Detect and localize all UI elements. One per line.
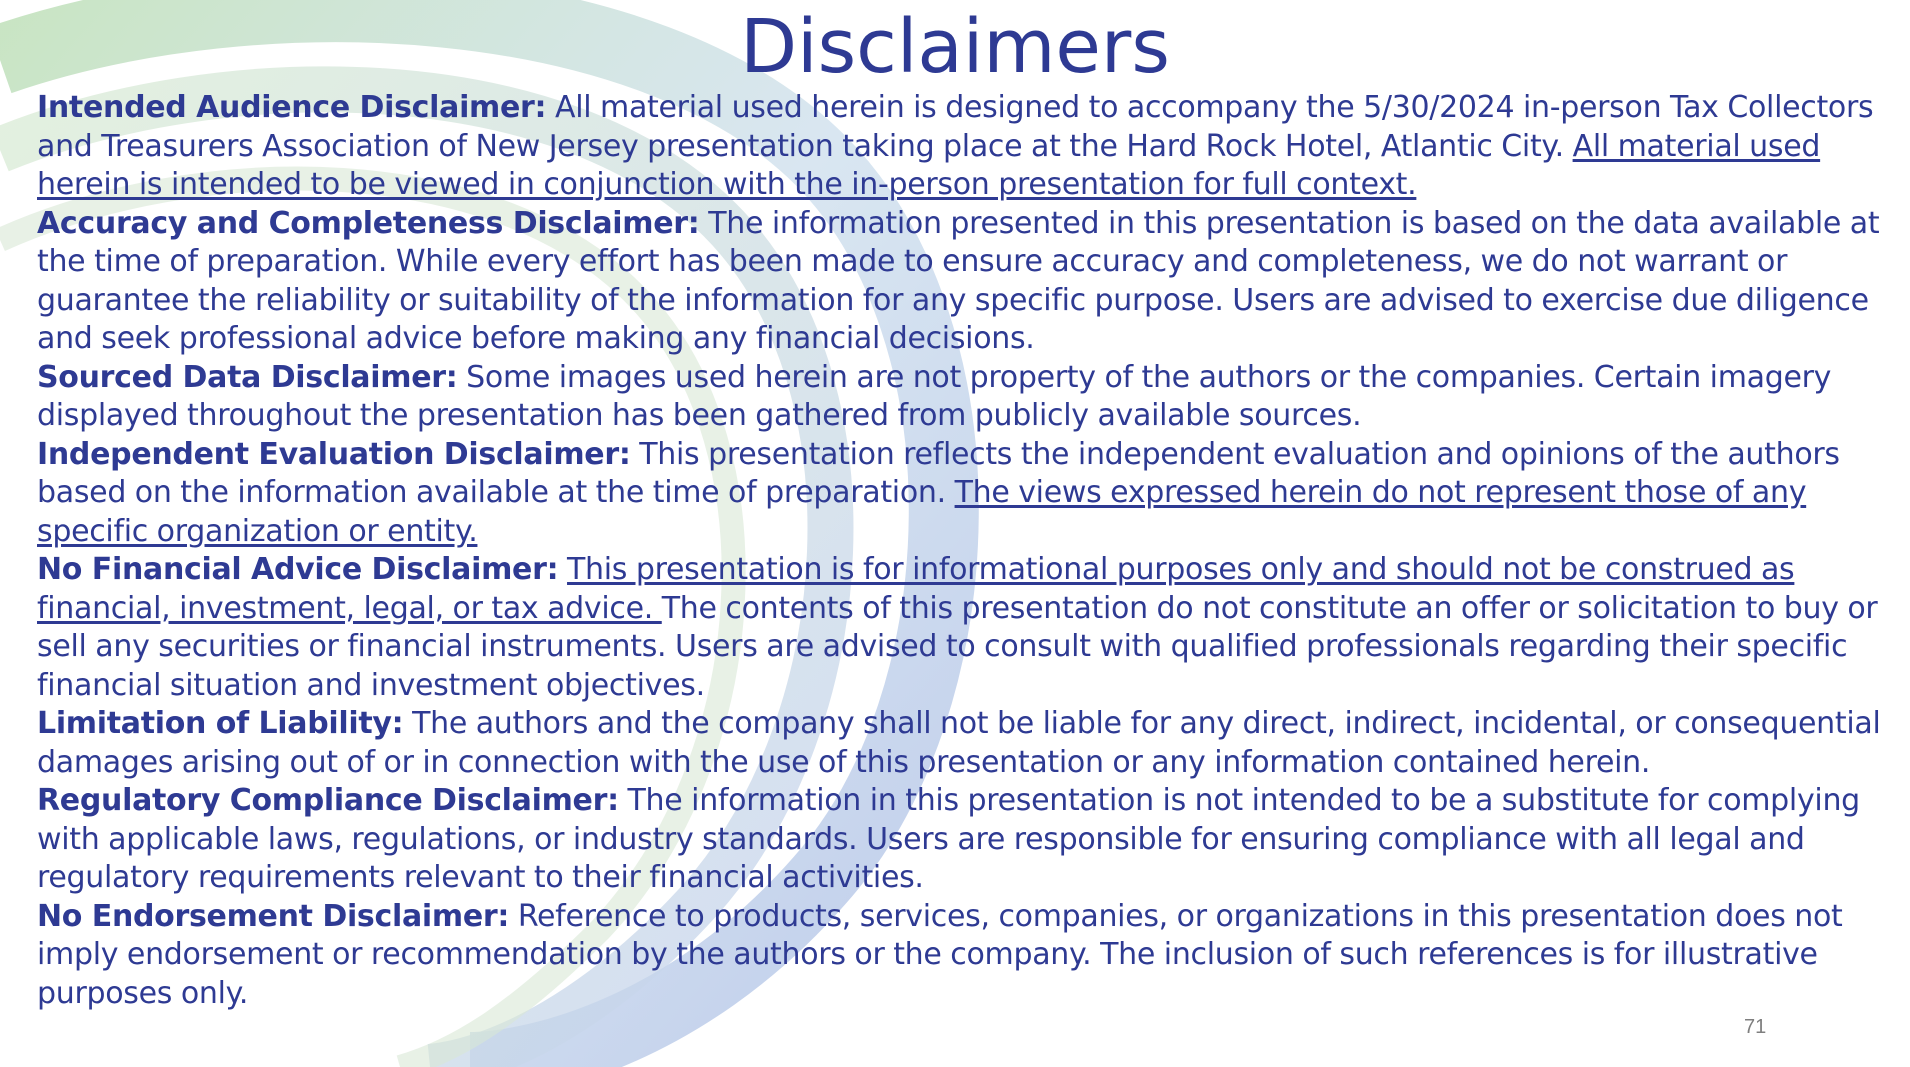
disclaimer-text: The information presented in this presentation is based on the data available at the time of preparation. While every effort has been made to ensure accuracy and completeness, we do not warrant or guarantee the reliability or suitability of the information for any specific purpose. Users are advised to exercise due diligence and seek professional advice before making any financial decisions. — [37, 205, 1880, 356]
disclaimer-text: The authors and the company shall not be liable for any direct, indirect, incidental, or consequential damages arising out of or in connection with the use of this presentation or any information contained herein. — [37, 706, 1881, 780]
disclaimer-heading: No Endorsement Disclaimer: — [37, 898, 510, 934]
disclaimer-text: The information in this presentation is not intended to be a substitute for complying with applicable laws, regulations, or industry standards. Users are responsible for ensuring compliance with all legal and regulatory requirements relevant to their financial activities. — [37, 783, 1860, 895]
disclaimer-sourced-data — [37, 359, 1905, 436]
disclaimer-underlined-text: This presentation is for informational purposes only and should not be construed as financial, investment, legal, or tax advice. — [37, 552, 1795, 626]
disclaimer-heading: Regulatory Compliance Disclaimer: — [37, 783, 619, 818]
disclaimer-text — [558, 552, 567, 587]
disclaimer-no-financial-advice — [37, 551, 1905, 705]
disclaimer-intended-audience — [37, 89, 1905, 205]
disclaimer-underlined-text: The views expressed herein do not represent those of any specific organization or entity. — [37, 475, 1807, 549]
slide-title: Disclaimers — [740, 4, 1170, 90]
disclaimer-accuracy-completeness — [37, 205, 1905, 359]
disclaimer-heading: Limitation of Liability: — [37, 706, 404, 741]
disclaimer-underlined-text: All material used herein is intended to be viewed in conjunction with the in-person presentation for full context. — [37, 128, 1821, 202]
disclaimer-no-endorsement — [37, 898, 1905, 1014]
disclaimer-heading: Sourced Data Disclaimer: — [37, 359, 458, 395]
disclaimer-limitation-of-liability — [37, 705, 1905, 782]
disclaimer-heading: Independent Evaluation Disclaimer: — [37, 436, 631, 472]
disclaimer-heading: No Financial Advice Disclaimer: — [37, 552, 559, 587]
disclaimer-text: All material used herein is designed to accompany the 5/30/2024 in-person Tax Collectors and Treasurers Association of New Jersey presentation taking place at the Hard Rock Hotel, Atlantic City. — [37, 90, 1874, 164]
disclaimer-list — [37, 89, 1905, 1013]
disclaimer-regulatory-compliance — [37, 782, 1905, 898]
disclaimer-independent-evaluation — [37, 436, 1905, 552]
disclaimer-text: Reference to products, services, companies, or organizations in this presentation does not imply endorsement or recommendation by the authors or the company. The inclusion of such references is for illustrative purposes only. — [37, 898, 1843, 1011]
disclaimer-text: Some images used herein are not property of the authors or the companies. Certain imagery displayed throughout the presentation has been gathered from publicly available sources. — [37, 359, 1832, 433]
disclaimer-after-text: The contents of this presentation do not constitute an offer or solicitation to buy or sell any securities or financial instruments. Users are advised to consult with qualified professionals regarding their specific financial situation and investment objectives. — [37, 590, 1878, 703]
page-number: 71 — [1744, 1016, 1767, 1038]
disclaimer-heading: Accuracy and Completeness Disclaimer: — [37, 205, 700, 241]
disclaimer-text: This presentation reflects the independent evaluation and opinions of the authors based on the information available at the time of preparation. — [37, 436, 1840, 510]
disclaimer-heading: Intended Audience Disclaimer: — [37, 90, 547, 125]
